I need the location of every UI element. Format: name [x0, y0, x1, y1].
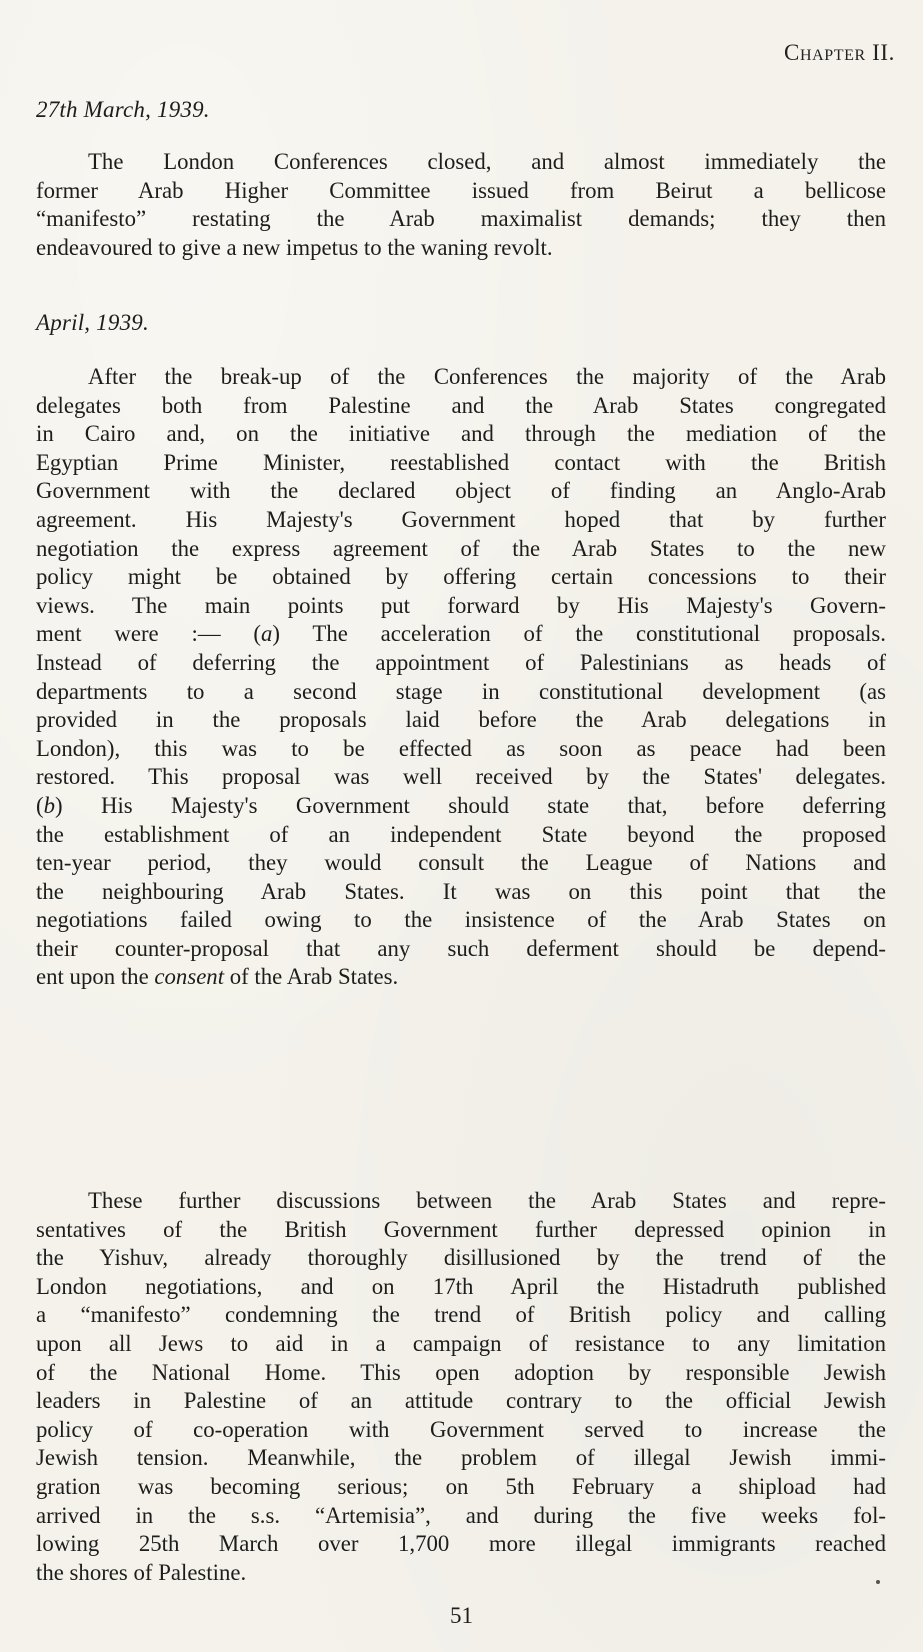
list-marker: a: [261, 621, 273, 647]
list-marker: b: [43, 792, 55, 818]
emphasis: consent: [154, 964, 225, 990]
paragraph-line: former Arab Higher Committee issued from Beirut a bellicose: [36, 177, 886, 203]
chapter-heading: Chapter II.: [784, 40, 895, 65]
paragraph-line: After the break-up of the Conferences the majority of the Arab: [88, 364, 886, 389]
paragraph-line: a “manifesto” condemning the trend of British policy and calling: [36, 1302, 886, 1328]
paragraph-line: negotiations failed owing to the insistence of the Arab States on: [36, 907, 886, 933]
paragraph-line: lowing 25th March over 1,700 more illegal immigrants reached: [36, 1531, 886, 1557]
section-date: 27th March, 1939.: [36, 97, 210, 122]
paragraph-line: ment were :— (a) The acceleration of the constitutional proposals.: [36, 621, 886, 647]
paragraph-line: sentatives of the British Government further depressed opinion in: [36, 1216, 886, 1242]
paragraph-line: the shores of Palestine.: [36, 1559, 247, 1585]
paragraph-line: negotiation the express agreement of the Arab States to the new: [36, 535, 886, 561]
paragraph-line: provided in the proposals laid before the Arab delegations in: [36, 707, 886, 733]
paragraph-line: restored. This proposal was well received by the States' delegates.: [36, 764, 886, 790]
paragraph-line: These further discussions between the Arab States and repre-: [88, 1188, 886, 1213]
paragraph-line: Instead of deferring the appointment of Palestinians as heads of: [36, 649, 886, 675]
paragraph-line: London), this was to be effected as soon as peace had been: [36, 735, 886, 761]
paragraph-line: upon all Jews to aid in a campaign of resistance to any limitation: [36, 1330, 886, 1356]
paragraph-line: their counter-proposal that any such deferment should be depend-: [36, 935, 886, 961]
paragraph-line: policy might be obtained by offering certain concessions to their: [36, 564, 886, 590]
section-date: April, 1939.: [36, 310, 149, 335]
paragraph-line: The London Conferences closed, and almost immediately the: [88, 149, 886, 174]
paragraph: [36, 363, 886, 992]
paragraph-line: arrived in the s.s. “Artemisia”, and during the five weeks fol-: [36, 1502, 886, 1528]
paragraph-line: the Yishuv, already thoroughly disillusioned by the trend of the: [36, 1245, 886, 1271]
page-number: 51: [450, 1603, 473, 1628]
paragraph-line: Jewish tension. Meanwhile, the problem of illegal Jewish immi-: [36, 1445, 886, 1471]
paragraph-line: the establishment of an independent State beyond the proposed: [36, 821, 886, 847]
paragraph-line: departments to a second stage in constitutional development (as: [36, 678, 886, 704]
paragraph-line: gration was becoming serious; on 5th February a shipload had: [36, 1473, 886, 1499]
paragraph-line: Egyptian Prime Minister, reestablished contact with the British: [36, 449, 886, 475]
paragraph-line: delegates both from Palestine and the Arab States congregated: [36, 392, 886, 418]
ink-speck: [876, 1580, 880, 1584]
paragraph-line: Government with the declared object of finding an Anglo-Arab: [36, 478, 886, 504]
paragraph-line: “manifesto” restating the Arab maximalist demands; they then: [36, 206, 886, 232]
paragraph-line: in Cairo and, on the initiative and through the mediation of the: [36, 421, 886, 447]
paragraph-line: agreement. His Majesty's Government hoped that by further: [36, 506, 886, 532]
paragraph-line: the neighbouring Arab States. It was on this point that the: [36, 878, 886, 904]
paragraph-line: of the National Home. This open adoption by responsible Jewish: [36, 1359, 886, 1385]
paragraph: [36, 1187, 886, 1587]
paragraph-line: ten-year period, they would consult the League of Nations and: [36, 850, 886, 876]
paragraph-line: London negotiations, and on 17th April the Histadruth published: [36, 1273, 886, 1299]
paragraph-line: policy of co-operation with Government served to increase the: [36, 1416, 886, 1442]
paragraph-line: (b) His Majesty's Government should state that, before deferring: [36, 792, 886, 818]
paragraph: [36, 148, 886, 262]
paragraph-line: leaders in Palestine of an attitude contrary to the official Jewish: [36, 1388, 886, 1414]
paragraph-line: endeavoured to give a new impetus to the waning revolt.: [36, 234, 553, 260]
paragraph-line: views. The main points put forward by His Majesty's Govern-: [36, 592, 886, 618]
paragraph-line: ent upon the consent of the Arab States.: [36, 964, 399, 990]
